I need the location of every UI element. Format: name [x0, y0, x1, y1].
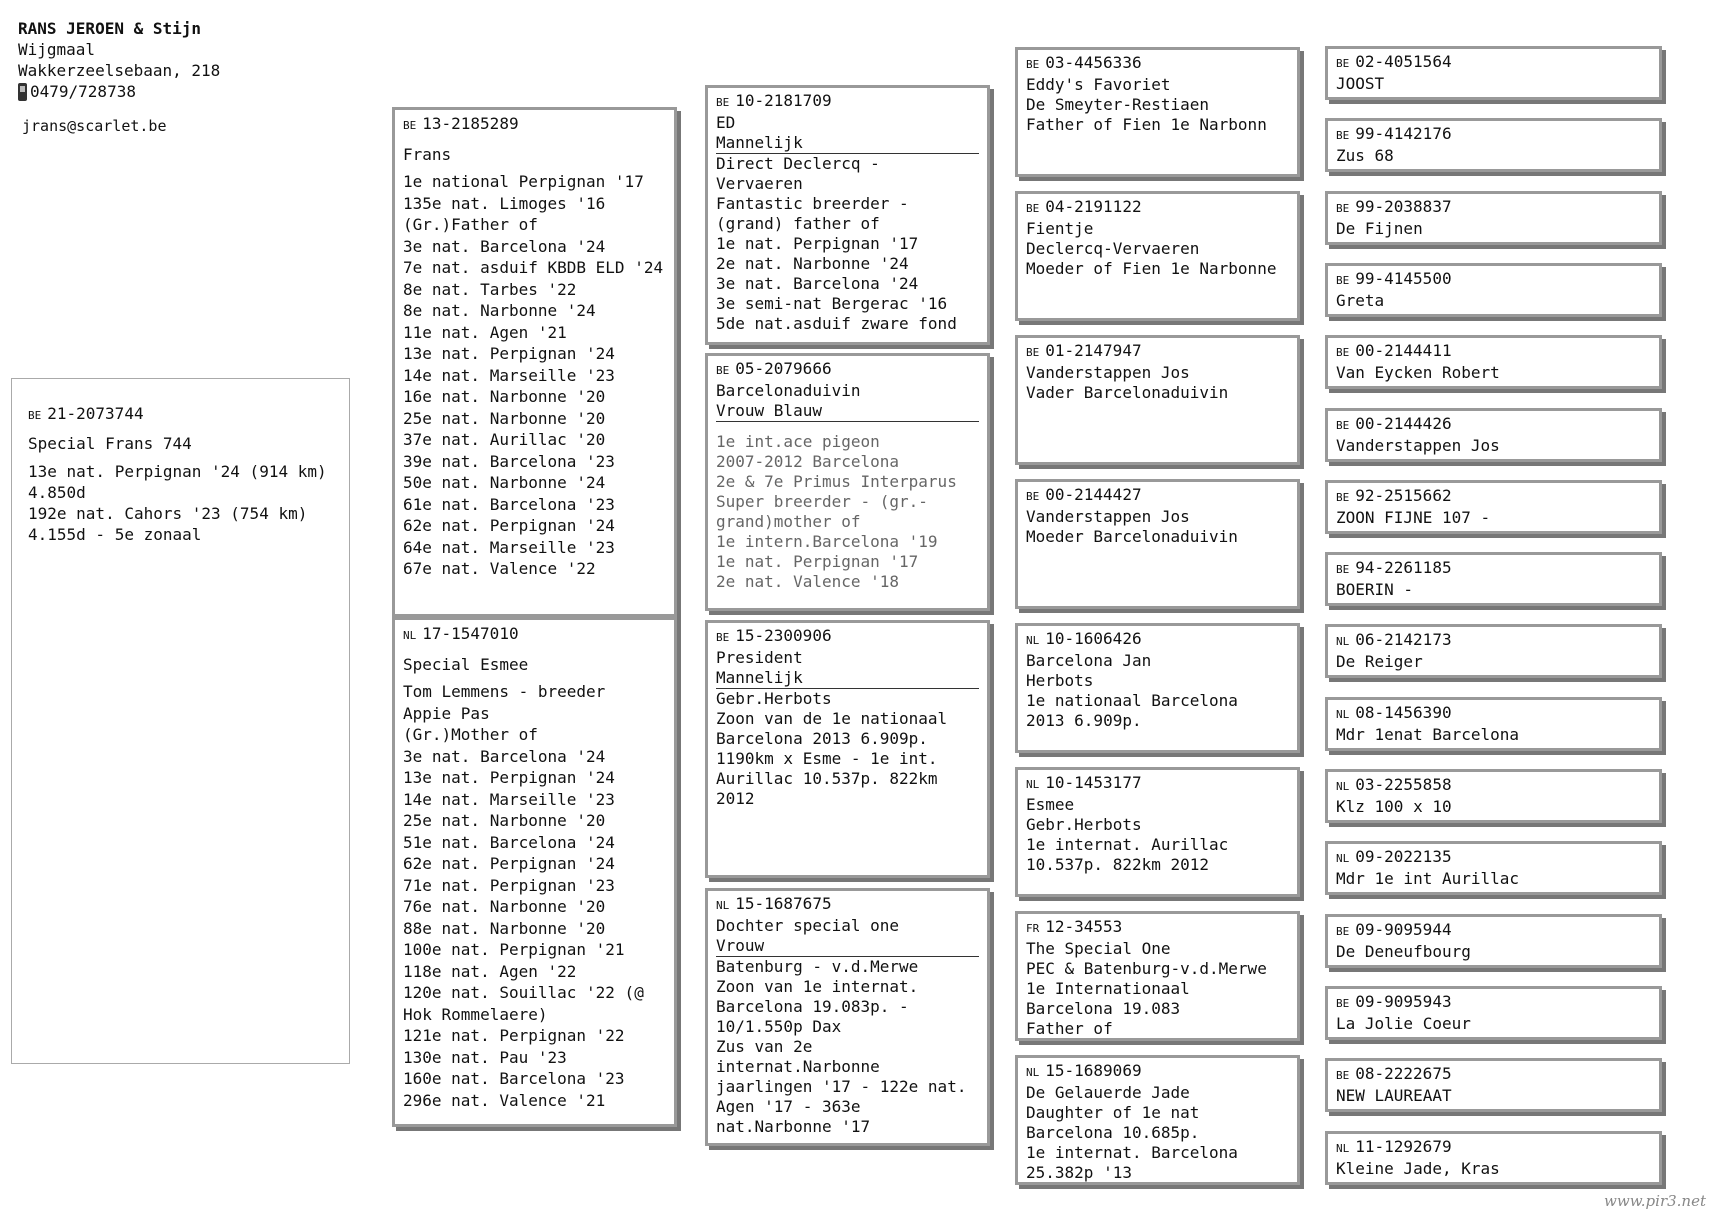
- pigeon-name: De Reiger: [1336, 652, 1423, 672]
- pigeon-name: Frans: [403, 144, 452, 164]
- owner-info: [18, 18, 220, 137]
- note-line: Vervaeren: [716, 174, 803, 193]
- pigeon-sex: Mannelijk: [716, 133, 979, 154]
- pigeon-name: BOERIN -: [1336, 580, 1414, 600]
- note-line: 7e nat. asduif KBDB ELD '24: [403, 258, 664, 277]
- ring-row: [1026, 1061, 1289, 1083]
- pigeon-name: Van Eycken Robert: [1336, 363, 1500, 383]
- note-line: 100e nat. Perpignan '21: [403, 940, 625, 959]
- pigeon-sex: Mannelijk: [716, 668, 979, 689]
- ring-number: 12-34553: [1045, 917, 1123, 936]
- info-line: 1e internat. Aurillac: [1026, 835, 1229, 854]
- note-line: 118e nat. Agen '22: [403, 961, 577, 981]
- pedigree-card-ancestor: [1325, 841, 1662, 895]
- country-code: BE: [1026, 346, 1040, 359]
- pigeon-name: Kleine Jade, Kras: [1336, 1158, 1500, 1178]
- ring-number: 17-1547010: [422, 624, 519, 643]
- country-code: NL: [403, 629, 417, 642]
- ring-number: 99-4145500: [1355, 268, 1452, 288]
- note-line: (Gr.)Father of: [403, 215, 538, 234]
- ring-number: 09-2022135: [1355, 847, 1452, 867]
- ring-number: 02-4051564: [1355, 52, 1452, 71]
- country-code: BE: [716, 96, 730, 109]
- pedigree-card-great-grandparent: [1015, 623, 1300, 753]
- country-code: NL: [1026, 778, 1040, 791]
- info-line: Barcelona 19.083: [1026, 999, 1181, 1018]
- pedigree-card-ancestor: [1325, 1131, 1662, 1185]
- note-line: 5de nat.asduif zware fond: [716, 314, 957, 333]
- ring-number: 10-1606426: [1045, 629, 1142, 648]
- country-code: BE: [403, 119, 417, 132]
- note-line: Zoon van 1e internat.: [716, 977, 919, 996]
- pigeon-name: De Deneufbourg: [1336, 941, 1471, 961]
- note-line: 71e nat. Perpignan '23: [403, 875, 615, 895]
- note-line: Tom Lemmens - breeder: [403, 682, 606, 701]
- note-line: 1e nat. Perpignan '17: [716, 234, 919, 253]
- pigeon-name: Mdr 1e int Aurillac: [1336, 869, 1520, 889]
- note-line: Hok Rommelaere): [403, 1004, 548, 1024]
- ring-number: 08-2222675: [1355, 1064, 1452, 1084]
- pigeon-name: ZOON FIJNE 107 -: [1336, 507, 1491, 527]
- ring-row: [1336, 775, 1651, 797]
- pedigree-card-grandparent: [705, 620, 990, 878]
- info-line: Fientje: [1026, 219, 1094, 238]
- pigeon-sex: Vrouw: [716, 936, 979, 957]
- country-code: BE: [1336, 129, 1350, 143]
- note-line: Super breerder - (gr.-: [716, 492, 928, 511]
- ring-number: 13-2185289: [422, 114, 519, 133]
- country-code: BE: [1336, 563, 1350, 577]
- ring-row: [1336, 703, 1651, 725]
- ring-row: [716, 626, 979, 648]
- pigeon-name: Mdr 1enat Barcelona: [1336, 724, 1520, 744]
- pedigree-card-ancestor: [1325, 335, 1662, 389]
- ring-number: 06-2142173: [1355, 630, 1452, 650]
- note-line: 50e nat. Narbonne '24: [403, 473, 606, 492]
- info-line: Herbots: [1026, 671, 1094, 690]
- ring-number: 92-2515662: [1355, 485, 1452, 505]
- pedigree-card-great-grandparent: [1015, 191, 1300, 321]
- ring-row: [1336, 197, 1651, 219]
- ring-row: [716, 894, 979, 916]
- ring-number: 09-9095943: [1355, 991, 1452, 1011]
- note-line: 61e nat. Barcelona '23: [403, 494, 615, 514]
- info-line: PEC & Batenburg-v.d.Merwe: [1026, 959, 1267, 978]
- country-code: NL: [1336, 635, 1350, 649]
- note-line: (grand) father of: [716, 214, 880, 233]
- pigeon-name: Vanderstappen Jos: [1336, 435, 1500, 455]
- note-line: 121e nat. Perpignan '22: [403, 1026, 625, 1045]
- note-line: 192e nat. Cahors '23 (754 km) 4.155d - 5e zonaal: [28, 504, 308, 544]
- ring-row: [1336, 414, 1651, 436]
- note-line: 88e nat. Narbonne '20: [403, 918, 606, 938]
- ring-row: [403, 113, 666, 137]
- note-line: Zus van 2e: [716, 1037, 813, 1056]
- note-line: Appie Pas: [403, 703, 490, 723]
- note-line: 1190km x Esme - 1e int.: [716, 749, 938, 768]
- ring-number: 94-2261185: [1355, 558, 1452, 578]
- info-line: 10.537p. 822km 2012: [1026, 855, 1210, 874]
- note-line: 37e nat. Aurillac '20: [403, 430, 606, 449]
- info-line: Vader Barcelonaduivin: [1026, 383, 1229, 402]
- country-code: BE: [1336, 490, 1350, 504]
- ring-number: 08-1456390: [1355, 702, 1452, 722]
- ring-row: [1336, 486, 1651, 508]
- pedigree-card-great-grandparent: [1015, 1055, 1300, 1185]
- country-code: BE: [716, 364, 730, 377]
- note-line: Aurillac 10.537p. 822km: [716, 769, 938, 788]
- note-line: Zoon van de 1e nationaal: [716, 709, 948, 728]
- ring-number: 05-2079666: [735, 359, 832, 378]
- info-line: Daughter of 1e nat: [1026, 1103, 1200, 1122]
- info-line: Gebr.Herbots: [1026, 815, 1142, 834]
- country-code: NL: [1336, 707, 1350, 721]
- country-code: BE: [1026, 202, 1040, 215]
- subject-notes: [28, 461, 333, 545]
- pedigree-card-ancestor: [1325, 408, 1662, 462]
- info-line: Eddy's Favoriet: [1026, 75, 1171, 94]
- info-line: 1e internat. Barcelona: [1026, 1143, 1238, 1162]
- info-line: Moeder of Fien 1e Narbonne: [1026, 259, 1277, 278]
- note-line: 8e nat. Tarbes '22: [403, 279, 577, 299]
- info-line: 25.382p '13: [1026, 1163, 1132, 1182]
- pedigree-card-great-grandparent: [1015, 335, 1300, 465]
- note-line: 2e nat. Valence '18: [716, 572, 900, 591]
- pedigree-card-ancestor: [1325, 986, 1662, 1040]
- pigeon-name: NEW LAUREAAT: [1336, 1086, 1452, 1106]
- owner-phone-row: [18, 81, 220, 102]
- note-line: 25e nat. Narbonne '20: [403, 811, 606, 830]
- ring-number: 04-2191122: [1045, 197, 1142, 216]
- ring-number: 00-2144426: [1355, 413, 1452, 433]
- subject-card: [11, 378, 350, 1064]
- ring-row: [716, 359, 979, 381]
- ring-number: 09-9095944: [1355, 919, 1452, 939]
- note-line: 120e nat. Souillac '22 (@: [403, 983, 644, 1002]
- pedigree-card-ancestor: [1325, 118, 1662, 172]
- pedigree-card-great-grandparent: [1015, 47, 1300, 177]
- ring-number: 01-2147947: [1045, 341, 1142, 360]
- pedigree-card-grandparent: [705, 85, 990, 345]
- ring-number: 03-2255858: [1355, 775, 1452, 794]
- note-line: 3e nat. Barcelona '24: [403, 746, 606, 766]
- pigeon-name: De Fijnen: [1336, 218, 1423, 238]
- note-line: Batenburg - v.d.Merwe: [716, 957, 919, 976]
- note-line: 16e nat. Narbonne '20: [403, 387, 606, 406]
- pedigree-card-ancestor: [1325, 624, 1662, 678]
- ring-number: 11-1292679: [1355, 1136, 1452, 1156]
- note-line: 135e nat. Limoges '16: [403, 193, 606, 213]
- info-line: Barcelona 10.685p.: [1026, 1123, 1200, 1142]
- pedigree-card-ancestor: [1325, 914, 1662, 968]
- pigeon-name: ED: [716, 113, 736, 132]
- info-line: The Special One: [1026, 939, 1171, 958]
- info-line: 2013 6.909p.: [1026, 711, 1142, 730]
- note-line: Agen '17 - 363e: [716, 1097, 861, 1116]
- country-code: BE: [1336, 1069, 1350, 1083]
- ring-row: [1336, 1064, 1651, 1086]
- info-line: Esmee: [1026, 795, 1075, 814]
- note-line: 3e nat. Barcelona '24: [403, 236, 606, 256]
- pedigree-card-ancestor: [1325, 769, 1662, 823]
- country-code: BE: [1026, 490, 1040, 503]
- spacer: [716, 422, 979, 432]
- ring-row: [1026, 917, 1289, 939]
- note-line: 64e nat. Marseille '23: [403, 537, 615, 557]
- subject-ring: [28, 403, 333, 426]
- note-line: 13e nat. Perpignan '24: [403, 768, 615, 787]
- country-code: BE: [1026, 58, 1040, 71]
- ring-row: [1026, 53, 1289, 75]
- note-line: 13e nat. Perpignan '24: [403, 344, 615, 363]
- note-line: 3e nat. Barcelona '24: [716, 274, 919, 293]
- country-code: BE: [1336, 346, 1350, 360]
- ring-row: [1026, 341, 1289, 363]
- pedigree-card-great-grandparent: [1015, 479, 1300, 609]
- country-code: NL: [1336, 852, 1350, 866]
- pedigree-card-great-grandparent: [1015, 911, 1300, 1041]
- note-line: 2007-2012 Barcelona: [716, 452, 900, 471]
- ring-number: 03-4456336: [1045, 53, 1142, 72]
- info-line: De Smeyter-Restiaen: [1026, 95, 1210, 114]
- note-line: 3e semi-nat Bergerac '16: [716, 294, 948, 313]
- pedigree-card-ancestor: [1325, 480, 1662, 534]
- pedigree-card-parent: [392, 617, 677, 1127]
- note-line: 25e nat. Narbonne '20: [403, 408, 606, 428]
- country-code: BE: [1336, 201, 1350, 215]
- ring-number: 10-1453177: [1045, 773, 1142, 792]
- note-line: 2012: [716, 789, 755, 808]
- ring-row: [1026, 197, 1289, 219]
- info-line: Vanderstappen Jos: [1026, 363, 1190, 382]
- ring-row: [1336, 558, 1651, 580]
- pedigree-card-parent: [392, 107, 677, 617]
- ring-row: [1336, 52, 1651, 74]
- footer-watermark: www.pir3.net: [1604, 1192, 1706, 1210]
- pedigree-card-ancestor: [1325, 263, 1662, 317]
- ring-number: 15-1689069: [1045, 1061, 1142, 1080]
- ring-row: [403, 623, 666, 647]
- country-code: NL: [716, 899, 730, 912]
- ring-number: 99-4142176: [1355, 124, 1452, 144]
- pigeon-name: Barcelonaduivin: [716, 381, 861, 400]
- owner-address: Wakkerzeelsebaan, 218: [18, 61, 221, 80]
- note-line: 14e nat. Marseille '23: [403, 365, 615, 385]
- ring-row: [716, 91, 979, 113]
- country-code: BE: [1336, 996, 1350, 1010]
- note-line: 1e nat. Perpignan '17: [716, 552, 919, 571]
- ring-row: [1336, 630, 1651, 652]
- note-line: 51e nat. Barcelona '24: [403, 832, 615, 852]
- note-line: 13e nat. Perpignan '24 (914 km) 4.850d: [28, 462, 327, 502]
- note-line: 39e nat. Barcelona '23: [403, 451, 615, 471]
- note-line: 11e nat. Agen '21: [403, 322, 567, 342]
- owner-email: jrans@scarlet.be: [22, 117, 167, 135]
- pigeon-name: Greta: [1336, 290, 1385, 310]
- note-line: 10/1.550p Dax: [716, 1017, 842, 1036]
- ring-number: 21-2073744: [47, 404, 144, 423]
- country-code: FR: [1026, 922, 1040, 935]
- ring-number: 15-1687675: [735, 894, 832, 913]
- pedigree-card-ancestor: [1325, 191, 1662, 245]
- note-line: nat.Narbonne '17: [716, 1117, 871, 1136]
- note-line: 2e & 7e Primus Interparus: [716, 472, 957, 491]
- pigeon-name: Dochter special one: [716, 916, 900, 935]
- note-line: jaarlingen '17 - 122e nat.: [716, 1077, 967, 1096]
- ring-row: [1336, 847, 1651, 869]
- info-line: Father of Fien 1e Narbonn: [1026, 115, 1267, 134]
- pedigree-card-ancestor: [1325, 552, 1662, 606]
- note-line: Gebr.Herbots: [716, 689, 832, 708]
- ring-row: [1336, 124, 1651, 146]
- subject-name: Special Frans 744: [28, 434, 192, 453]
- pigeon-name: President: [716, 648, 803, 667]
- note-line: 76e nat. Narbonne '20: [403, 897, 606, 916]
- country-code: BE: [1336, 924, 1350, 938]
- country-code: BE: [1336, 418, 1350, 432]
- info-line: Declercq-Vervaeren: [1026, 239, 1200, 258]
- note-line: 8e nat. Narbonne '24: [403, 301, 596, 320]
- country-code: BE: [1336, 273, 1350, 287]
- pedigree-card-ancestor: [1325, 697, 1662, 751]
- pigeon-name: Zus 68: [1336, 146, 1394, 166]
- ring-row: [1336, 920, 1651, 942]
- ring-number: 15-2300906: [735, 626, 832, 645]
- info-line: Vanderstappen Jos: [1026, 507, 1190, 526]
- ring-row: [1336, 992, 1651, 1014]
- note-line: 67e nat. Valence '22: [403, 559, 596, 578]
- note-line: 160e nat. Barcelona '23: [403, 1069, 625, 1088]
- owner-name: RANS JEROEN & Stijn: [18, 19, 202, 38]
- note-line: 14e nat. Marseille '23: [403, 789, 615, 809]
- owner-phone: 0479/728738: [30, 82, 136, 101]
- info-line: Father of: [1026, 1019, 1113, 1038]
- pedigree-card-ancestor: [1325, 46, 1662, 100]
- country-code: NL: [1026, 634, 1040, 647]
- ring-number: 10-2181709: [735, 91, 832, 110]
- note-line: 1e intern.Barcelona '19: [716, 532, 938, 551]
- note-line: 296e nat. Valence '21: [403, 1090, 606, 1110]
- ring-row: [1336, 269, 1651, 291]
- note-line: Direct Declercq -: [716, 154, 880, 173]
- pedigree-card-ancestor: [1325, 1058, 1662, 1112]
- pigeon-name: La Jolie Coeur: [1336, 1013, 1471, 1033]
- note-line: Fantastic breerder -: [716, 194, 909, 213]
- info-line: Moeder Barcelonaduivin: [1026, 527, 1238, 546]
- note-line: 62e nat. Perpignan '24: [403, 854, 615, 873]
- ring-number: 00-2144411: [1355, 341, 1452, 361]
- country-code: NL: [1026, 1066, 1040, 1079]
- ring-number: 00-2144427: [1045, 485, 1142, 504]
- pedigree-card-great-grandparent: [1015, 767, 1300, 897]
- info-line: 1e Internationaal: [1026, 979, 1190, 998]
- info-line: Barcelona Jan: [1026, 651, 1152, 670]
- pigeon-sex: Vrouw Blauw: [716, 401, 979, 422]
- note-line: Barcelona 19.083p. -: [716, 997, 909, 1016]
- country-code: BE: [28, 409, 42, 422]
- ring-row: [1026, 485, 1289, 507]
- mobile-phone-icon: [18, 83, 27, 101]
- owner-city: Wijgmaal: [18, 40, 96, 59]
- note-line: grand)mother of: [716, 512, 861, 531]
- note-line: (Gr.)Mother of: [403, 725, 538, 744]
- note-line: internat.Narbonne: [716, 1057, 880, 1076]
- ring-row: [1026, 773, 1289, 795]
- pedigree-card-grandparent: [705, 888, 990, 1146]
- country-code: BE: [1336, 57, 1350, 70]
- note-line: 62e nat. Perpignan '24: [403, 516, 615, 535]
- pigeon-name: Klz 100 x 10: [1336, 797, 1452, 816]
- country-code: NL: [1336, 780, 1350, 793]
- note-line: 1e national Perpignan '17: [403, 172, 644, 191]
- note-line: 130e nat. Pau '23: [403, 1047, 567, 1067]
- ring-row: [1336, 341, 1651, 363]
- pedigree-card-grandparent: [705, 353, 990, 611]
- pigeon-name: Special Esmee: [403, 654, 529, 674]
- note-line: 1e int.ace pigeon: [716, 432, 880, 451]
- note-line: Barcelona 2013 6.909p.: [716, 729, 928, 748]
- pigeon-name: JOOST: [1336, 74, 1385, 93]
- country-code: NL: [1336, 1141, 1350, 1155]
- ring-row: [1336, 1137, 1651, 1159]
- ring-number: 99-2038837: [1355, 196, 1452, 216]
- country-code: BE: [716, 631, 730, 644]
- info-line: De Gelauerde Jade: [1026, 1083, 1190, 1102]
- ring-row: [1026, 629, 1289, 651]
- note-line: 2e nat. Narbonne '24: [716, 254, 909, 273]
- info-line: 1e nationaal Barcelona: [1026, 691, 1238, 710]
